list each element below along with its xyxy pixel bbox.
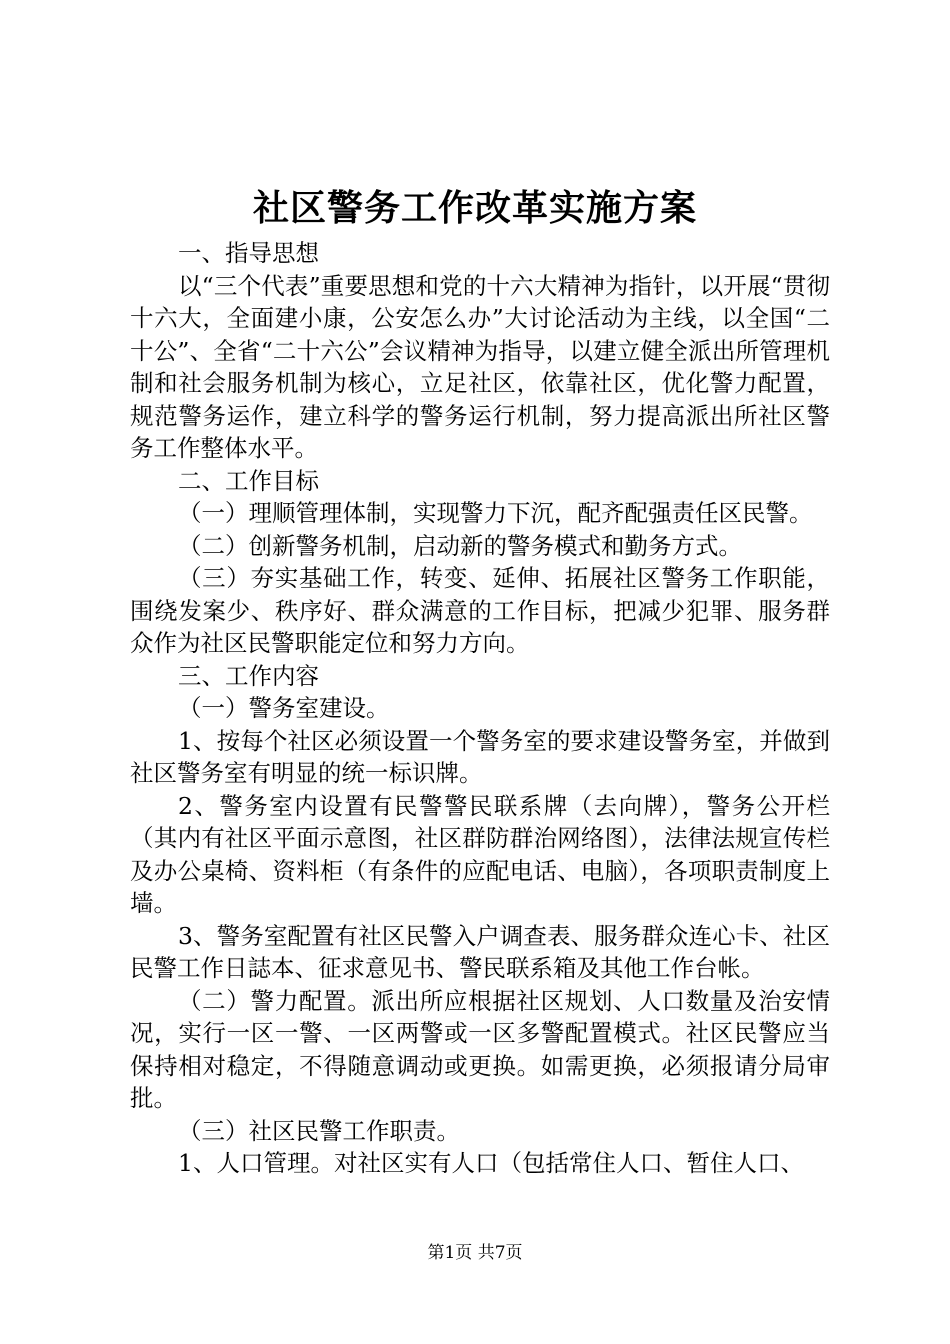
section-heading: 二、工作目标: [178, 466, 319, 495]
paragraph: 2、警务室内设置有民警警民联系牌（去向牌），警务公开栏（其内有社区平面示意图，社区群防群治网络图），法律法规宣传栏及办公桌椅、资料柜（有条件的应配电话、电脑），各项职责制度上墙。: [130, 791, 830, 917]
paragraph: （三）夯实基础工作，转变、延伸、拓展社区警务工作职能，围绕发案少、秩序好、群众满意的工作目标，把减少犯罪、服务群众作为社区民警职能定位和努力方向。: [130, 564, 830, 657]
paragraph: （一）理顺管理体制，实现警力下沉，配齐配强责任区民警。: [178, 499, 813, 527]
section-heading: 三、工作内容: [178, 661, 319, 690]
paragraph: 以“三个代表”重要思想和党的十六大精神为指针，以开展“贯彻十六大，全面建小康，公安怎么办”大讨论活动为主线，以全国“二十公”、全省“二十六公”会议精神为指导，以建立健全派出所管理机制和社会服务机制为核心，立足社区，依靠社区，优化警力配置，规范警务运作，建立科学的警务运行机制，努力提高派出所社区警务工作整体水平。: [130, 271, 830, 462]
document-body: [130, 237, 830, 1180]
paragraph: （一）警务室建设。: [178, 694, 390, 722]
document-title: 社区警务工作改革实施方案: [252, 187, 697, 229]
paragraph: （三）社区民警工作职责。: [178, 1116, 460, 1145]
section-heading: 一、指导思想: [178, 239, 319, 267]
paragraph: 1、人口管理。对社区实有人口（包括常住人口、暂住人口、: [178, 1149, 804, 1177]
paragraph: （二）创新警务机制，启动新的警务模式和勤务方式。: [178, 531, 742, 560]
paragraph: 1、按每个社区必须设置一个警务室的要求建设警务室，并做到社区警务室有明显的统一标识牌。: [130, 726, 830, 787]
page-footer: 第1页 共7页: [427, 1243, 523, 1263]
paragraph: （二）警力配置。派出所应根据社区规划、人口数量及治安情况，实行一区一警、一区两警或一区多警配置模式。社区民警应当保持相对稳定，不得随意调动或更换。如需更换，必须报请分局审批。: [130, 986, 830, 1112]
paragraph: 3、警务室配置有社区民警入户调查表、服务群众连心卡、社区民警工作日誌本、征求意见书、警民联系箱及其他工作台帐。: [130, 921, 830, 982]
